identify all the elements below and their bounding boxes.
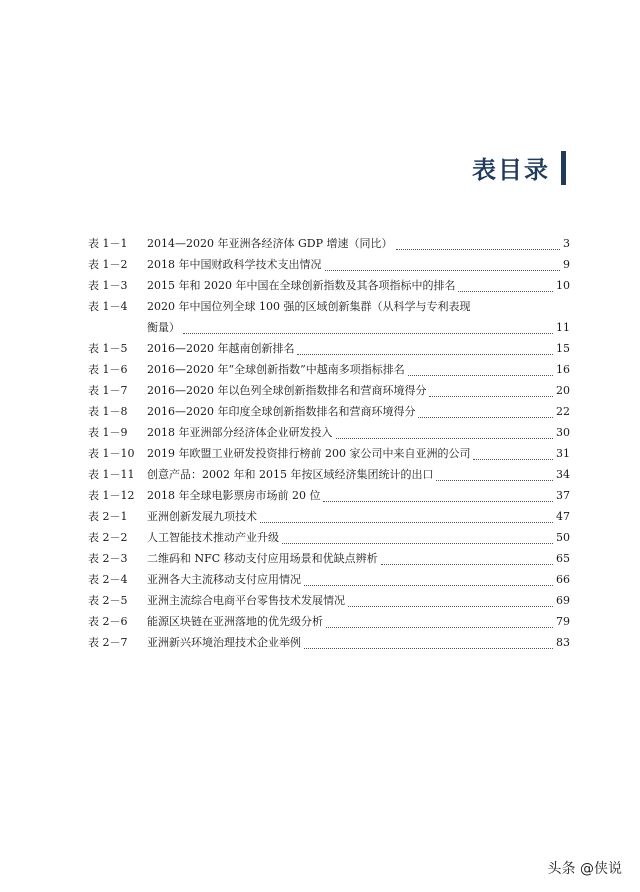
toc-entry-title-continued: 衡量） (147, 321, 180, 334)
dot-leader (429, 376, 553, 397)
toc-entry-page: 3 (563, 237, 570, 250)
toc-entry-title: 亚洲各大主流移动支付应用情况 (147, 573, 301, 586)
dot-leader (183, 313, 553, 334)
toc-entry[interactable] (88, 275, 570, 296)
toc-entry-number: 表 1－11 (88, 468, 135, 481)
toc-entry-page: 50 (556, 531, 570, 544)
toc-entry-title: 2018 年中国财政科学技术支出情况 (147, 258, 322, 271)
page-title: 表目录 (472, 156, 550, 184)
toc-entry-page: 22 (556, 405, 570, 418)
toc-entry-title: 人工智能技术推动产业升级 (147, 531, 279, 544)
toc-entry-number: 表 1－2 (88, 258, 128, 271)
toc-entry-title: 2018 年全球电影票房市场前 20 位 (147, 489, 321, 502)
toc-entry-page: 9 (563, 258, 570, 271)
toc-entry-number: 表 2－6 (88, 615, 128, 628)
dot-leader (326, 607, 553, 628)
toc-entry-title: 2016—2020 年以色列全球创新指数排名和营商环境得分 (147, 384, 427, 397)
title-accent-bar (561, 151, 566, 185)
toc-entry-number: 表 1－8 (88, 405, 128, 418)
dot-leader (260, 502, 553, 523)
toc-entry[interactable] (88, 296, 570, 338)
dot-leader (473, 439, 553, 460)
toc-entry-number: 表 1－12 (88, 489, 135, 502)
dot-leader (282, 523, 553, 544)
dot-leader (396, 229, 561, 250)
toc-entry-title: 2019 年欧盟工业研发投资排行榜前 200 家公司中来自亚洲的公司 (147, 447, 471, 460)
toc-entry-page: 83 (556, 636, 570, 649)
toc-entry-page: 10 (556, 279, 570, 292)
dot-leader (418, 397, 553, 418)
toc-entry-title: 2016—2020 年“全球创新指数”中越南多项指标排名 (147, 363, 405, 376)
toc-entry-page: 15 (556, 342, 570, 355)
toc-entry-title: 亚洲创新发展九项技术 (147, 510, 257, 523)
dot-leader (408, 355, 553, 376)
toc-entry-page: 30 (556, 426, 570, 439)
toc-entry-title: 2014—2020 年亚洲各经济体 GDP 增速（同比） (147, 237, 393, 250)
toc-entry-title: 亚洲新兴环境治理技术企业举例 (147, 636, 301, 649)
toc-entry-number: 表 2－7 (88, 636, 128, 649)
toc-entry-page: 11 (556, 321, 570, 334)
toc-entry[interactable] (88, 632, 570, 653)
dot-leader (325, 250, 561, 271)
table-of-tables (88, 233, 570, 653)
toc-entry-title: 2015 年和 2020 年中国在全球创新指数及其各项指标中的排名 (147, 279, 456, 292)
dot-leader (458, 271, 553, 292)
toc-entry-title: 二维码和 NFC 移动支付应用场景和优缺点辨析 (147, 552, 378, 565)
dot-leader (323, 481, 553, 502)
toc-entry-page: 20 (556, 384, 570, 397)
toc-entry-number: 表 1－4 (88, 300, 128, 313)
toc-entry-number: 表 1－3 (88, 279, 128, 292)
toc-entry-title: 2020 年中国位列全球 100 强的区域创新集群（从科学与专利表现 (147, 300, 471, 313)
toc-entry-page: 31 (556, 447, 570, 460)
dot-leader (436, 460, 553, 481)
toc-entry-number: 表 2－4 (88, 573, 128, 586)
toc-entry-page: 47 (556, 510, 570, 523)
toc-entry-number: 表 2－1 (88, 510, 128, 523)
toc-entry-page: 66 (556, 573, 570, 586)
toc-entry-number: 表 2－5 (88, 594, 128, 607)
toc-entry-number: 表 1－6 (88, 363, 128, 376)
toc-entry-title: 2018 年亚洲部分经济体企业研发投入 (147, 426, 333, 439)
toc-entry-number: 表 1－9 (88, 426, 128, 439)
toc-entry-title: 2016—2020 年越南创新排名 (147, 342, 295, 355)
toc-entry-page: 37 (556, 489, 570, 502)
toc-entry-number: 表 1－7 (88, 384, 128, 397)
toc-entry-page: 16 (556, 363, 570, 376)
toc-entry-number: 表 1－5 (88, 342, 128, 355)
toc-entry-number: 表 2－3 (88, 552, 128, 565)
dot-leader (348, 586, 553, 607)
toc-entry-page: 79 (556, 615, 570, 628)
toc-entry-number: 表 1－1 (88, 237, 128, 250)
toc-entry-page: 65 (556, 552, 570, 565)
dot-leader (336, 418, 554, 439)
toc-entry-page: 69 (556, 594, 570, 607)
dot-leader (304, 628, 553, 649)
dot-leader (304, 565, 553, 586)
toc-entry-number: 表 1－10 (88, 447, 135, 460)
toc-entry-title: 亚洲主流综合电商平台零售技术发展情况 (147, 594, 345, 607)
dot-leader (297, 334, 553, 355)
dot-leader (381, 544, 553, 565)
watermark: 头条 @侠说 (547, 861, 622, 877)
toc-entry-page: 34 (556, 468, 570, 481)
toc-entry-title: 能源区块链在亚洲落地的优先级分析 (147, 615, 323, 628)
toc-entry-number: 表 2－2 (88, 531, 128, 544)
toc-entry-title: 创意产品：2002 年和 2015 年按区域经济集团统计的出口 (147, 468, 434, 481)
toc-entry-title: 2016—2020 年印度全球创新指数排名和营商环境得分 (147, 405, 416, 418)
